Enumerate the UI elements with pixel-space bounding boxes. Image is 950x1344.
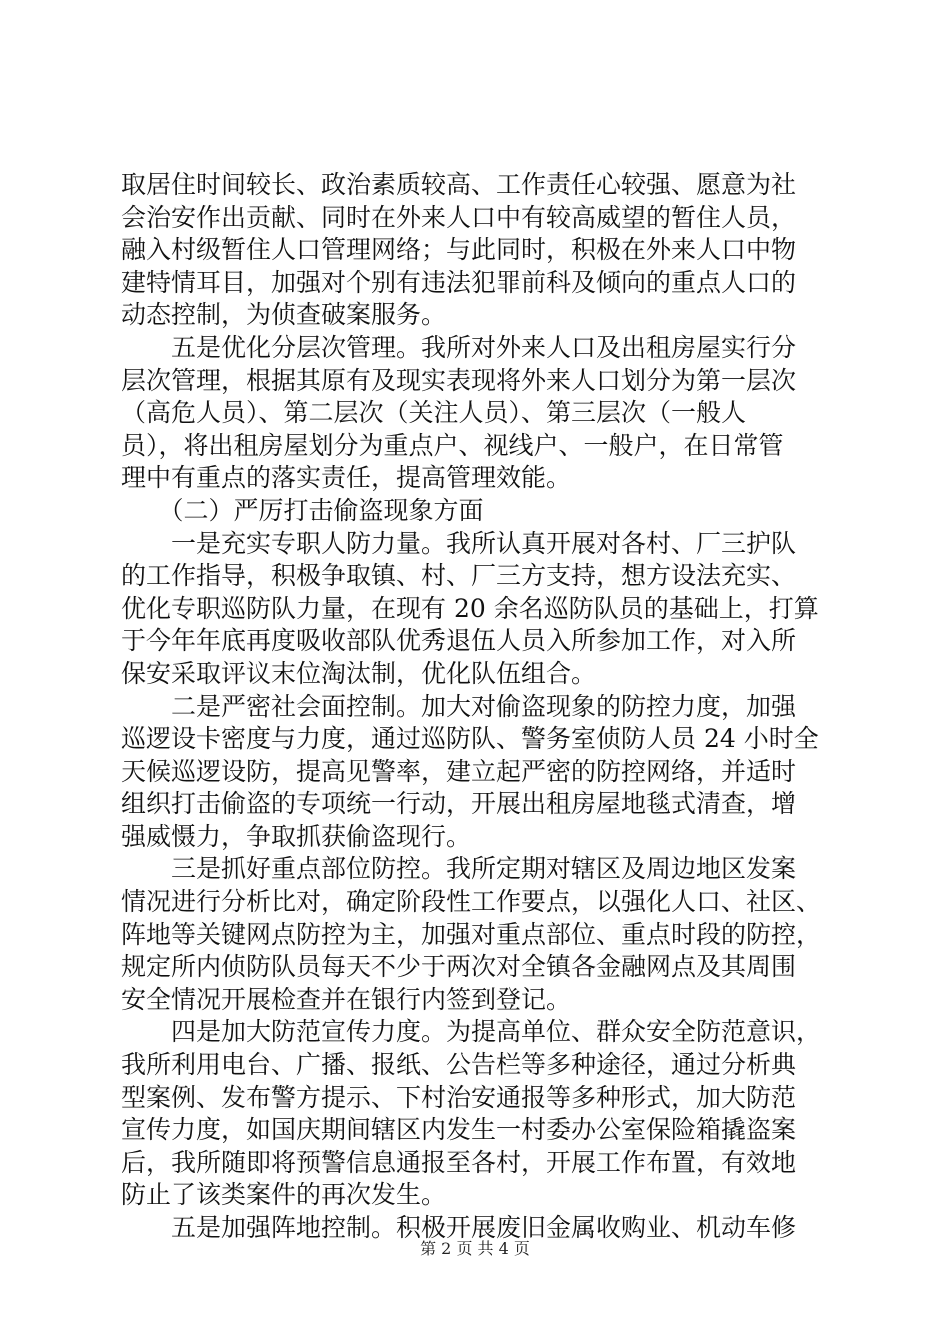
text-line: 巡逻设卡密度与力度，通过巡防队、警务室侦防人员 24 小时全 [121, 724, 819, 754]
text-line: 一是充实专职人防力量。我所认真开展对各村、厂三护队 [121, 528, 797, 558]
text-line: 型案例、发布警方提示、下村治安通报等多种形式，加大防范 [121, 1082, 797, 1112]
text-line: 三是抓好重点部位防控。我所定期对辖区及周边地区发案 [121, 854, 797, 884]
text-line: 融入村级暂住人口管理网络；与此同时，积极在外来人口中物 [121, 235, 797, 265]
text-line: 员），将出租房屋划分为重点户、视线户、一般户，在日常管 [121, 430, 784, 460]
text-line: 规定所内侦防队员每天不少于两次对全镇各金融网点及其周围 [121, 952, 797, 982]
text-line: 后，我所随即将预警信息通报至各村，开展工作布置，有效地 [121, 1147, 797, 1177]
text-line: 我所利用电台、广播、报纸、公告栏等多种途径，通过分析典 [121, 1050, 797, 1080]
text-line: 安全情况开展检查并在银行内签到登记。 [121, 984, 572, 1014]
page-footer [0, 1238, 950, 1260]
text-line: 阵地等关键网点防控为主，加强对重点部位、重点时段的防控， [121, 919, 822, 949]
text-line: 防止了该类案件的再次发生。 [121, 1180, 447, 1210]
text-line: 的工作指导，积极争取镇、村、厂三方支持，想方设法充实、 [121, 561, 797, 591]
text-line: （高危人员）、第二层次（关注人员）、第三层次（一般人 [121, 398, 747, 428]
page-number: 第 2 页 共 4 页 [420, 1239, 530, 1258]
text-line: 理中有重点的落实责任，提高管理效能。 [121, 463, 572, 493]
text-line: 天候巡逻设防，提高见警率，建立起严密的防控网络，并适时 [121, 756, 797, 786]
document-body [121, 169, 833, 1245]
text-line: 会治安作出贡献、同时在外来人口中有较高威望的暂住人员， [121, 202, 797, 232]
text-line: 二是严密社会面控制。加大对偷盗现象的防控力度，加强 [121, 691, 797, 721]
text-line: 保安采取评议末位淘汰制，优化队伍组合。 [121, 658, 597, 688]
text-line: 动态控制，为侦查破案服务。 [121, 300, 447, 330]
section-heading: （二）严厉打击偷盗现象方面 [121, 495, 484, 525]
text-line: 组织打击偷盗的专项统一行动，开展出租房屋地毯式清查，增 [121, 789, 797, 819]
text-line: 四是加大防范宣传力度。为提高单位、群众安全防范意识， [121, 1017, 822, 1047]
text-line: 情况进行分析比对，确定阶段性工作要点，以强化人口、社区、 [121, 887, 822, 917]
text-line: 五是优化分层次管理。我所对外来人口及出租房屋实行分 [121, 332, 797, 362]
text-line: 层次管理，根据其原有及现实表现将外来人口划分为第一层次 [121, 365, 797, 395]
text-line: 建特情耳目，加强对个别有违法犯罪前科及倾向的重点人口的 [121, 267, 797, 297]
text-line: 取居住时间较长、政治素质较高、工作责任心较强、愿意为社 [121, 170, 797, 199]
text-line: 五是加强阵地控制。积极开展废旧金属收购业、机动车修 [121, 1213, 797, 1242]
text-line: 优化专职巡防队力量，在现有 20 余名巡防队员的基础上，打算 [121, 593, 819, 623]
text-line: 宣传力度，如国庆期间辖区内发生一村委办公室保险箱撬盗案 [121, 1115, 797, 1145]
text-line: 强威慑力，争取抓获偷盗现行。 [121, 821, 472, 851]
text-line: 于今年年底再度吸收部队优秀退伍人员入所参加工作，对入所 [121, 626, 797, 656]
